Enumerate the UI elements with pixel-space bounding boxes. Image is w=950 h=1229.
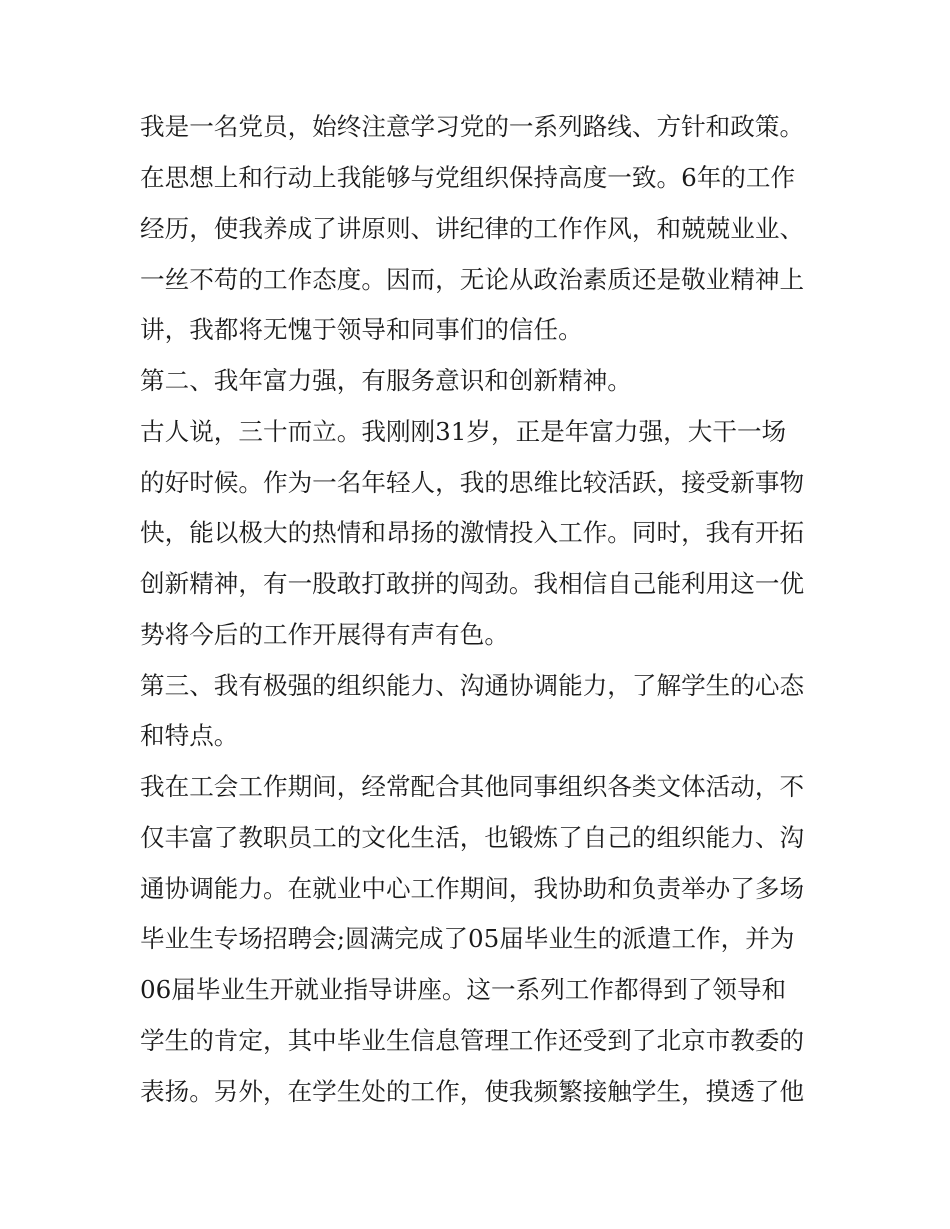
text-line: 学生的肯定，其中毕业生信息管理工作还受到了北京市教委的 <box>140 1026 805 1055</box>
text-line: 和特点。 <box>140 721 239 750</box>
text-line: 创新精神，有一股敢打敢拼的闯劲。我相信自己能利用这一优 <box>140 569 805 598</box>
text-line: 古人说，三十而立。我刚刚31岁，正是年富力强，大干一场 <box>140 417 787 446</box>
text-line: 的好时候。作为一名年轻人，我的思维比较活跃，接受新事物 <box>140 468 805 497</box>
text-line: 经历，使我养成了讲原则、讲纪律的工作作风，和兢兢业业、 <box>140 214 805 243</box>
text-line: 第二、我年富力强，有服务意识和创新精神。 <box>140 366 632 395</box>
text-line: 06届毕业生开就业指导讲座。这一系列工作都得到了领导和 <box>140 975 787 1004</box>
text-line: 势将今后的工作开展得有声有色。 <box>140 620 509 649</box>
text-line: 讲，我都将无愧于领导和同事们的信任。 <box>140 315 583 344</box>
text-line: 我在工会工作期间，经常配合其他同事组织各类文体活动，不 <box>140 772 805 801</box>
text-line: 快，能以极大的热情和昂扬的激情投入工作。同时，我有开拓 <box>140 518 805 547</box>
text-line: 在思想上和行动上我能够与党组织保持高度一致。6年的工作 <box>140 163 796 192</box>
text-line: 表扬。另外，在学生处的工作，使我频繁接触学生，摸透了他 <box>140 1077 805 1106</box>
text-line: 第三、我有极强的组织能力、沟通协调能力，了解学生的心态 <box>140 671 805 700</box>
text-line: 我是一名党员，始终注意学习党的一系列路线、方针和政策。 <box>140 112 805 141</box>
text-line: 毕业生专场招聘会;圆满完成了05届毕业生的派遣工作，并为 <box>140 924 795 953</box>
text-line: 通协调能力。在就业中心工作期间，我协助和负责举办了多场 <box>140 874 805 903</box>
text-line: 一丝不苟的工作态度。因而，无论从政治素质还是敬业精神上 <box>140 265 805 294</box>
text-line: 仅丰富了教职员工的文化生活，也锻炼了自己的组织能力、沟 <box>140 823 805 852</box>
